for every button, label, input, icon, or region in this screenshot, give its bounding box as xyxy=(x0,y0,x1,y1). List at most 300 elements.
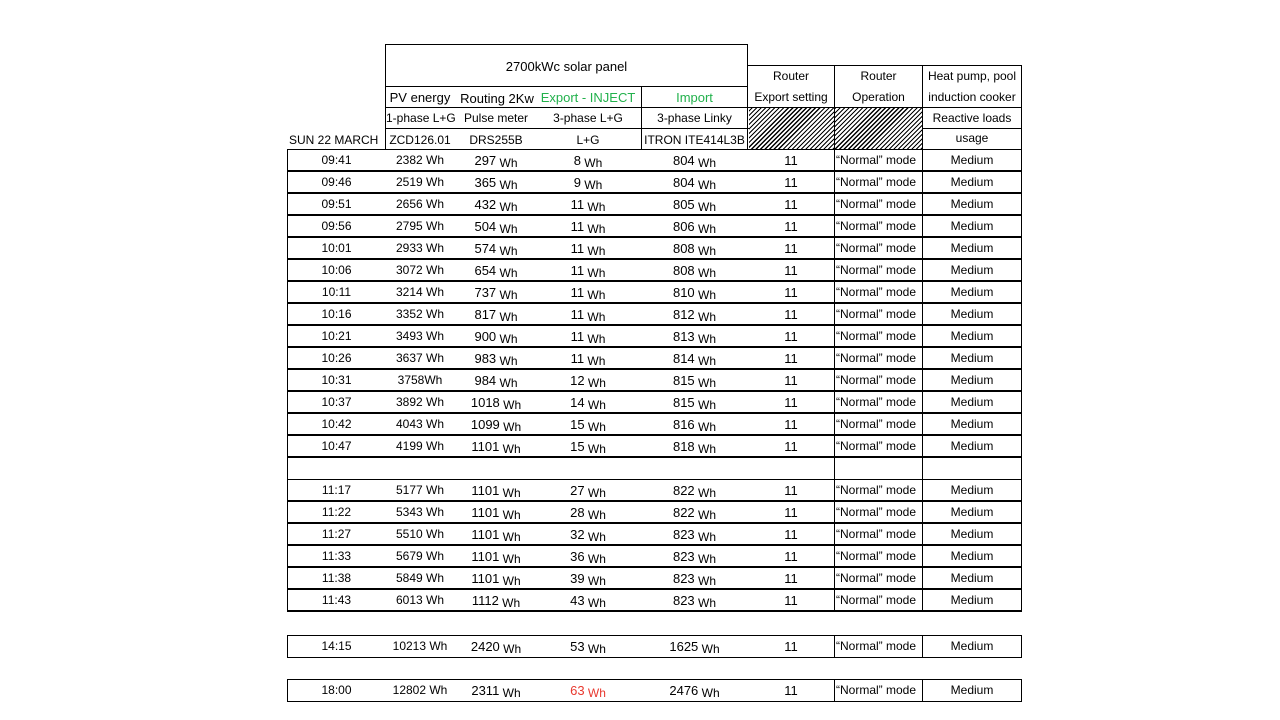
cell-export xyxy=(535,395,641,410)
cell-value: “Normal” mode xyxy=(836,241,917,255)
cell-value: “Normal” mode xyxy=(836,639,917,653)
cell-export xyxy=(535,549,641,564)
unit-label: Wh xyxy=(496,200,518,214)
cell-value: “Normal” mode xyxy=(836,263,917,277)
cell-export xyxy=(535,527,641,542)
cell-usage xyxy=(923,197,1021,211)
cell-time xyxy=(288,373,385,387)
row-divider xyxy=(287,280,1022,281)
unit-label: Wh xyxy=(499,686,521,700)
cell-operation xyxy=(836,439,922,453)
cell-value: 5177 Wh xyxy=(395,483,445,497)
unit-label: Wh xyxy=(584,222,606,236)
cell-value: Medium xyxy=(950,373,994,387)
cell-value: “Normal” mode xyxy=(836,351,917,365)
cell-value: “Normal” mode xyxy=(836,395,917,409)
unit-label: Wh xyxy=(496,376,518,390)
unit-label: Wh xyxy=(499,642,522,656)
reactive-title: Reactive loads xyxy=(932,111,1012,125)
cell-value: “Normal” mode xyxy=(836,307,917,321)
cell-value: 814 xyxy=(672,351,695,366)
row-divider xyxy=(287,679,1022,680)
column-divider xyxy=(834,149,835,611)
export-sub: 3-phase L+G xyxy=(553,111,623,125)
cell-routing xyxy=(456,153,536,168)
cell-operation xyxy=(836,395,922,409)
cell-time xyxy=(288,219,385,233)
cell-value: 812 xyxy=(672,307,695,322)
cell-routing xyxy=(456,483,536,498)
cell-export xyxy=(535,351,641,366)
cell-value: 5510 Wh xyxy=(395,527,445,541)
unit-label: Wh xyxy=(694,596,717,610)
column-divider xyxy=(834,679,835,701)
cell-value: 27 xyxy=(570,483,585,498)
cell-operation xyxy=(836,153,922,167)
cell-value: Medium xyxy=(950,593,994,607)
cell-routing xyxy=(456,219,536,234)
cell-usage xyxy=(923,395,1021,409)
cell-import xyxy=(642,175,747,190)
row-divider xyxy=(287,589,1022,590)
cell-usage xyxy=(923,549,1021,563)
export-inject-title: Export - INJECT xyxy=(540,90,636,105)
cell-routing xyxy=(456,439,536,454)
cell-export-setting xyxy=(748,307,834,322)
row-divider xyxy=(287,545,1022,546)
cell-value: “Normal” mode xyxy=(836,483,917,497)
unit-label: Wh xyxy=(698,642,720,656)
cell-value: “Normal” mode xyxy=(836,549,917,563)
row-divider xyxy=(287,281,1022,282)
router-operation-title: Router xyxy=(860,69,897,83)
cell-export xyxy=(535,175,641,190)
cell-value: 11 xyxy=(784,175,798,190)
cell-value: 808 xyxy=(672,241,695,256)
unit-label: Wh xyxy=(694,332,717,346)
cell-usage xyxy=(923,593,1021,607)
cell-value: 11 xyxy=(784,373,798,388)
cell-routing xyxy=(456,639,536,654)
cell-usage xyxy=(923,505,1021,519)
cell-value: 11 xyxy=(570,329,585,344)
cell-time xyxy=(288,285,385,299)
cell-value: 10:47 xyxy=(321,439,352,453)
column-divider xyxy=(1021,635,1022,657)
cell-usage xyxy=(923,483,1021,497)
cell-pv xyxy=(386,527,454,541)
import-sub: 3-phase Linky xyxy=(657,111,732,125)
unit-label: Wh xyxy=(694,508,717,522)
cell-value: 12802 Wh xyxy=(392,683,448,697)
cell-import xyxy=(642,219,747,234)
unit-label: Wh xyxy=(496,266,518,280)
cell-value: 822 xyxy=(672,483,695,498)
cell-pv xyxy=(386,175,454,189)
cell-value: 28 xyxy=(570,505,585,520)
cell-time xyxy=(288,241,385,255)
cell-value: 6013 Wh xyxy=(395,593,445,607)
cell-routing xyxy=(456,329,536,344)
reactive-subtitle: usage xyxy=(955,131,989,145)
unit-label: Wh xyxy=(694,310,717,324)
cell-value: 574 xyxy=(474,241,497,256)
pv-energy-title: PV energy xyxy=(389,90,451,105)
cell-usage xyxy=(923,241,1021,255)
cell-pv xyxy=(386,153,454,167)
cell-export xyxy=(535,241,641,256)
cell-export-setting xyxy=(748,417,834,432)
row-divider xyxy=(287,149,1022,150)
unit-label: Wh xyxy=(584,244,606,258)
cell-usage xyxy=(923,307,1021,321)
row-divider xyxy=(287,303,1022,304)
cell-value: 11 xyxy=(784,329,798,344)
unit-label: Wh xyxy=(496,354,518,368)
cell-operation xyxy=(836,263,922,277)
unit-label: Wh xyxy=(694,156,717,170)
cell-value: 983 xyxy=(474,351,497,366)
cell-value: 10:11 xyxy=(321,285,352,299)
unit-label: Wh xyxy=(580,156,603,170)
cell-time xyxy=(288,505,385,519)
cell-export-setting xyxy=(748,329,834,344)
cell-export-setting xyxy=(748,527,834,542)
cell-value: 15 xyxy=(570,417,585,432)
cell-routing xyxy=(456,549,536,564)
unit-label: Wh xyxy=(499,574,521,588)
row-divider xyxy=(287,500,1022,501)
cell-value: “Normal” mode xyxy=(836,593,917,607)
cell-value: Medium xyxy=(950,505,994,519)
cell-usage xyxy=(923,263,1021,277)
cell-value: 9 xyxy=(573,175,581,190)
cell-value: 10:16 xyxy=(321,307,352,321)
cell-export xyxy=(535,373,641,388)
unit-label: Wh xyxy=(694,398,717,412)
cell-pv xyxy=(386,241,454,255)
cell-value: 365 xyxy=(474,175,497,190)
unit-label: Wh xyxy=(499,398,522,412)
row-divider xyxy=(287,456,1022,457)
row-divider xyxy=(287,258,1022,259)
cell-usage xyxy=(923,571,1021,585)
row-divider xyxy=(287,369,1022,370)
cell-routing xyxy=(456,373,536,388)
cell-value: 10:31 xyxy=(321,373,352,387)
row-divider xyxy=(287,324,1022,325)
cell-value: 11 xyxy=(570,219,585,234)
row-divider xyxy=(287,171,1022,172)
unit-label: Wh xyxy=(694,552,717,566)
unit-label: Wh xyxy=(694,354,717,368)
panel-title: 2700kWc solar panel xyxy=(505,59,628,74)
router-export-title: Router xyxy=(772,69,810,83)
cell-routing xyxy=(456,197,536,212)
cell-export-setting xyxy=(748,639,834,654)
cell-value: 808 xyxy=(672,263,695,278)
cell-export-setting xyxy=(748,285,834,300)
cell-value: 3072 Wh xyxy=(395,263,445,277)
cell-import xyxy=(642,285,747,300)
unit-label: Wh xyxy=(496,156,518,170)
cell-operation xyxy=(836,197,922,211)
cell-routing xyxy=(456,307,536,322)
row-divider xyxy=(287,170,1022,171)
cell-operation xyxy=(836,329,922,343)
cell-value: Medium xyxy=(950,639,994,653)
row-divider xyxy=(287,325,1022,326)
cell-value: 11 xyxy=(784,307,798,322)
unit-label: Wh xyxy=(694,266,717,280)
cell-time xyxy=(288,527,385,541)
cell-value: 823 xyxy=(672,527,695,542)
cell-value: Medium xyxy=(950,263,994,277)
cell-pv xyxy=(386,505,454,519)
unit-label: Wh xyxy=(584,332,606,346)
cell-export xyxy=(535,285,641,300)
cell-value: 11 xyxy=(570,351,585,366)
cell-import xyxy=(642,439,747,454)
cell-export xyxy=(535,307,641,322)
routing-model: DRS255B xyxy=(469,133,523,147)
cell-value: Medium xyxy=(950,241,994,255)
cell-value: 11 xyxy=(784,439,798,454)
cell-value: 10213 Wh xyxy=(392,639,448,653)
router-export-subtitle: Export setting xyxy=(754,90,828,104)
unit-label: Wh xyxy=(496,222,518,236)
cell-value: 822 xyxy=(672,505,695,520)
cell-value: Medium xyxy=(950,683,994,697)
cell-import xyxy=(642,373,747,388)
cell-operation xyxy=(836,285,922,299)
cell-operation xyxy=(836,593,922,607)
cell-value: 10:21 xyxy=(321,329,352,343)
cell-value: 11 xyxy=(784,241,798,256)
cell-value: 2933 Wh xyxy=(395,241,445,255)
pv-model: ZCD126.01 xyxy=(389,133,451,147)
row-divider xyxy=(287,434,1022,435)
cell-import xyxy=(642,417,747,432)
unit-label: Wh xyxy=(584,398,606,412)
cell-value: 1101 xyxy=(471,483,500,498)
cell-pv xyxy=(386,351,454,365)
cell-value: 11 xyxy=(784,527,798,542)
cell-export-setting xyxy=(748,351,834,366)
cell-value: 11:27 xyxy=(321,527,352,541)
unit-label: Wh xyxy=(499,420,522,434)
cell-routing xyxy=(456,527,536,542)
row-divider xyxy=(287,215,1022,216)
cell-usage xyxy=(923,683,1021,697)
unit-label: Wh xyxy=(694,222,717,236)
cell-export-setting xyxy=(748,197,834,212)
cell-value: 11 xyxy=(784,351,798,366)
cell-time xyxy=(288,153,385,167)
unit-label: Wh xyxy=(584,420,606,434)
cell-export-setting xyxy=(748,153,834,168)
cell-import xyxy=(642,351,747,366)
cell-value: 2476 xyxy=(669,683,699,698)
cell-value: 804 xyxy=(672,175,695,190)
cell-import xyxy=(642,395,747,410)
cell-value: “Normal” mode xyxy=(836,527,917,541)
cell-value: 3892 Wh xyxy=(395,395,445,409)
routing-title: Routing 2Kw xyxy=(460,91,534,106)
cell-value: 11 xyxy=(784,197,798,212)
hatched-cell xyxy=(835,108,922,149)
cell-value: Medium xyxy=(950,549,994,563)
cell-export xyxy=(535,263,641,278)
cell-value: 18:00 xyxy=(321,683,352,697)
row-divider xyxy=(287,435,1022,436)
unit-label: Wh xyxy=(580,178,603,192)
cell-import xyxy=(642,639,747,654)
row-divider xyxy=(287,701,1022,702)
cell-value: “Normal” mode xyxy=(836,175,917,189)
date-label: SUN 22 MARCH xyxy=(289,133,379,147)
column-divider xyxy=(1021,149,1022,611)
cell-routing xyxy=(456,263,536,278)
cell-value: 900 xyxy=(474,329,497,344)
cell-value: 2656 Wh xyxy=(395,197,445,211)
cell-value: 53 xyxy=(570,639,585,654)
row-divider xyxy=(287,302,1022,303)
row-divider xyxy=(287,479,1022,480)
cell-operation xyxy=(836,307,922,321)
cell-operation xyxy=(836,639,922,653)
cell-value: 737 xyxy=(474,285,497,300)
cell-value: “Normal” mode xyxy=(836,571,917,585)
cell-value: “Normal” mode xyxy=(836,329,917,343)
cell-value: “Normal” mode xyxy=(836,439,917,453)
cell-time xyxy=(288,175,385,189)
row-divider xyxy=(287,390,1022,391)
cell-usage xyxy=(923,417,1021,431)
unit-label: Wh xyxy=(694,442,717,456)
cell-value: Medium xyxy=(950,329,994,343)
import-title: Import xyxy=(676,90,713,105)
cell-export-setting xyxy=(748,263,834,278)
cell-value: 11 xyxy=(784,285,798,300)
cell-value: 11 xyxy=(570,241,585,256)
cell-value: 15 xyxy=(570,439,585,454)
import-model: ITRON ITE414L3B xyxy=(644,133,745,147)
cell-value: 5679 Wh xyxy=(395,549,445,563)
unit-label: Wh xyxy=(584,486,606,500)
cell-value: 11 xyxy=(784,683,798,698)
cell-routing xyxy=(456,285,536,300)
row-divider xyxy=(287,610,1022,611)
row-divider xyxy=(287,566,1022,567)
heatpump-title: Heat pump, pool xyxy=(927,69,1017,83)
cell-operation xyxy=(836,483,922,497)
cell-value: 5343 Wh xyxy=(395,505,445,519)
cell-value: 2311 xyxy=(471,683,500,698)
cell-export xyxy=(535,593,641,608)
cell-routing xyxy=(456,571,536,586)
cell-time xyxy=(288,263,385,277)
cell-time xyxy=(288,351,385,365)
cell-value: 11:43 xyxy=(321,593,352,607)
cell-value: 11 xyxy=(784,263,798,278)
cell-value: 10:42 xyxy=(321,417,352,431)
cell-value: 2382 Wh xyxy=(395,153,445,167)
router-operation-subtitle: Operation xyxy=(852,90,905,104)
cell-pv xyxy=(386,395,454,409)
cell-value: 11:17 xyxy=(321,483,352,497)
cell-value: 806 xyxy=(672,219,695,234)
cell-value: Medium xyxy=(950,395,994,409)
cell-value: Medium xyxy=(950,197,994,211)
row-divider xyxy=(287,214,1022,215)
unit-label: Wh xyxy=(584,266,606,280)
cell-value: 11:22 xyxy=(321,505,352,519)
cell-value: Medium xyxy=(950,439,994,453)
cell-value: 8 xyxy=(573,153,581,168)
cell-time xyxy=(288,483,385,497)
cell-value: Medium xyxy=(950,153,994,167)
cell-value: 63 xyxy=(570,683,585,698)
cell-value: 11 xyxy=(784,505,798,520)
cell-value: 3493 Wh xyxy=(395,329,445,343)
cell-import xyxy=(642,197,747,212)
cell-export-setting xyxy=(748,219,834,234)
row-divider xyxy=(287,635,1022,636)
cell-operation xyxy=(836,417,922,431)
cell-export xyxy=(535,329,641,344)
cell-value: 11:33 xyxy=(321,549,352,563)
cell-value: 823 xyxy=(672,593,695,608)
cell-operation xyxy=(836,373,922,387)
cell-value: Medium xyxy=(950,527,994,541)
cell-export-setting xyxy=(748,439,834,454)
cell-pv xyxy=(386,593,454,607)
unit-label: Wh xyxy=(584,376,606,390)
unit-label: Wh xyxy=(584,686,606,700)
cell-operation xyxy=(836,571,922,585)
cell-value: 1101 xyxy=(471,571,500,586)
cell-value: 1101 xyxy=(471,549,500,564)
cell-value: 816 xyxy=(672,417,695,432)
cell-value: 09:46 xyxy=(321,175,352,189)
cell-import xyxy=(642,307,747,322)
cell-time xyxy=(288,683,385,697)
cell-usage xyxy=(923,439,1021,453)
unit-label: Wh xyxy=(584,574,606,588)
row-divider xyxy=(287,236,1022,237)
cell-value: 817 xyxy=(474,307,497,322)
cell-value: 654 xyxy=(474,263,497,278)
cell-pv xyxy=(386,285,454,299)
unit-label: Wh xyxy=(496,332,518,346)
cell-value: Medium xyxy=(950,285,994,299)
cell-operation xyxy=(836,549,922,563)
row-divider xyxy=(287,391,1022,392)
cell-usage xyxy=(923,527,1021,541)
cell-usage xyxy=(923,639,1021,653)
cell-pv xyxy=(386,483,454,497)
pv-energy-sub: 1-phase L+G xyxy=(386,111,456,125)
cell-operation xyxy=(836,219,922,233)
cell-value: “Normal” mode xyxy=(836,373,917,387)
cell-usage xyxy=(923,329,1021,343)
cell-time xyxy=(288,439,385,453)
cell-value: 11 xyxy=(570,263,585,278)
cell-value: 1101 xyxy=(471,505,500,520)
cell-time xyxy=(288,307,385,321)
routing-sub: Pulse meter xyxy=(463,111,529,125)
